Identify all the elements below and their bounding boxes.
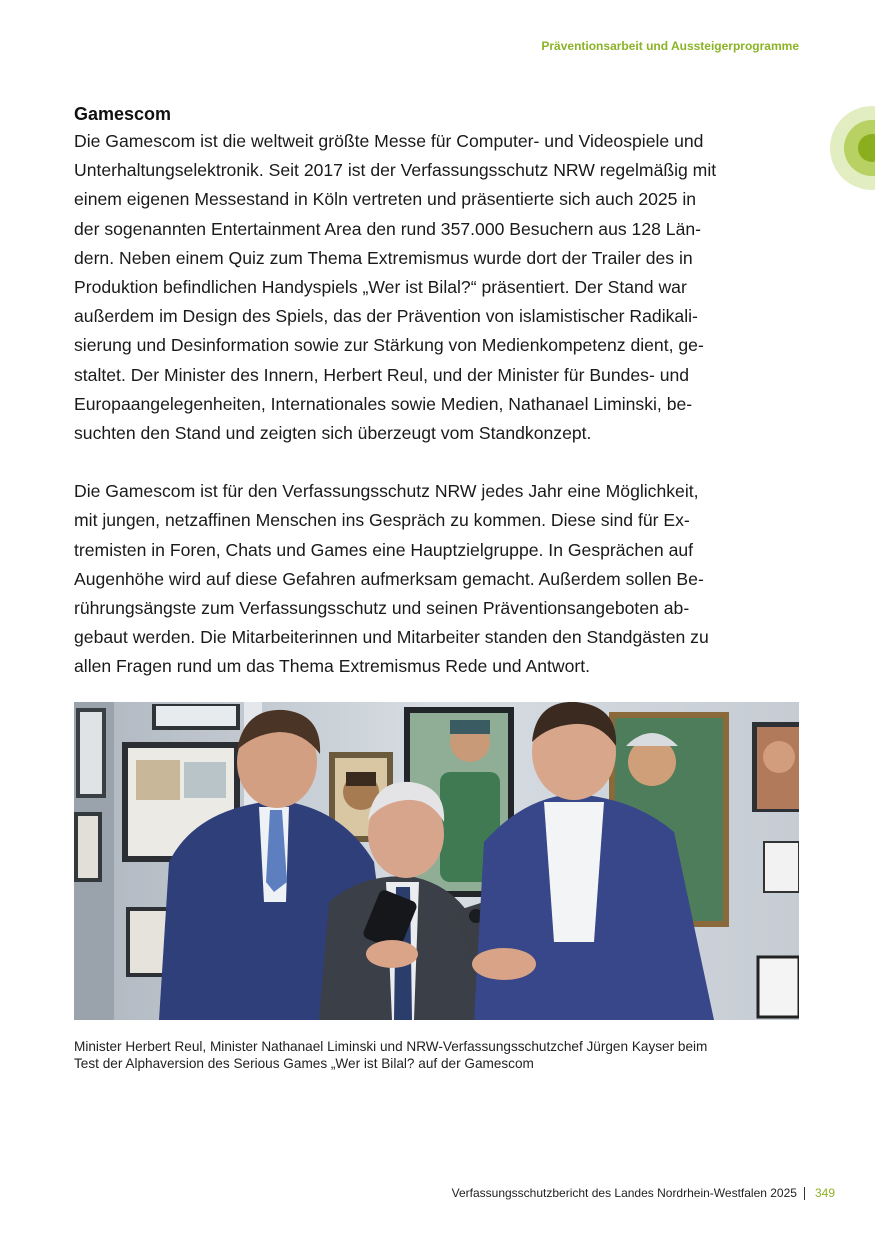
chapter-tab-marker [830,106,875,190]
publication-title: Verfassungsschutzbericht des Landes Nordrhein-Westfalen 2025 [451,1186,797,1200]
paragraph-2: Die Gamescom ist für den Verfassungsschutz NRW jedes Jahr eine Möglichkeit, mit jungen, netzaffinen Menschen ins Gespräch zu kommen. Diese sind für Ex- tremisten in Foren, Chats und Games eine Hauptzielgruppe. In Gesprächen auf Augenhöhe wird auf diese Gefahren aufmerksam gemacht. Außerdem sollen Be- rührungsängste zum Verfassungsschutz und seinen Präventionsangeboten ab- gebaut werden. Die Mitarbeiterinnen und Mitarbeiter standen den Standgästen zu allen Fragen rund um das Thema Extremismus Rede und Antwort. [74,481,709,677]
figure-caption: Minister Herbert Reul, Minister Nathanael Liminski und NRW-Verfassungsschutzchef Jürgen Kayser beim Test der Alphaversion des Serious Games „Wer ist Bilal? auf der Gamescom [74,1039,708,1071]
page-footer [452,1186,835,1200]
article [74,101,799,682]
photo-illustration [74,702,799,1020]
page-number: 349 [814,1186,835,1200]
gamescom-photo [74,702,799,1020]
paragraph-1: Die Gamescom ist die weltweit größte Messe für Computer- und Videospiele und Unterhaltungselektronik. Seit 2017 ist der Verfassungsschutz NRW regelmäßig mit einem eigenen Messestand in Köln vertreten und präsentierte sich auch 2025 in der sogenannten Entertainment Area den rund 357.000 Besuchern aus 128 Län- dern. Neben einem Quiz zum Thema Extremismus wurde dort der Trailer des in Produktion befindlichen Handyspiels „Wer ist Bilal?“ präsentiert. Der Stand war außerdem im Design des Spiels, das der Prävention von islamistischer Radikali- sierung und Desinformation sowie zur Stärkung von Medienkompetenz dient, ge- staltet. Der Minister des Innern, Herbert Reul, und der Minister für Bundes- und Europaangelegenheiten, Internationales sowie Medien, Nathanael Liminski, be- suchten den Stand und zeigten sich überzeugt vom Standkonzept. [74,131,717,444]
footer-divider [804,1187,805,1200]
section-heading: Gamescom [74,104,172,124]
running-head: Präventionsarbeit und Aussteigerprogramme [541,39,799,53]
